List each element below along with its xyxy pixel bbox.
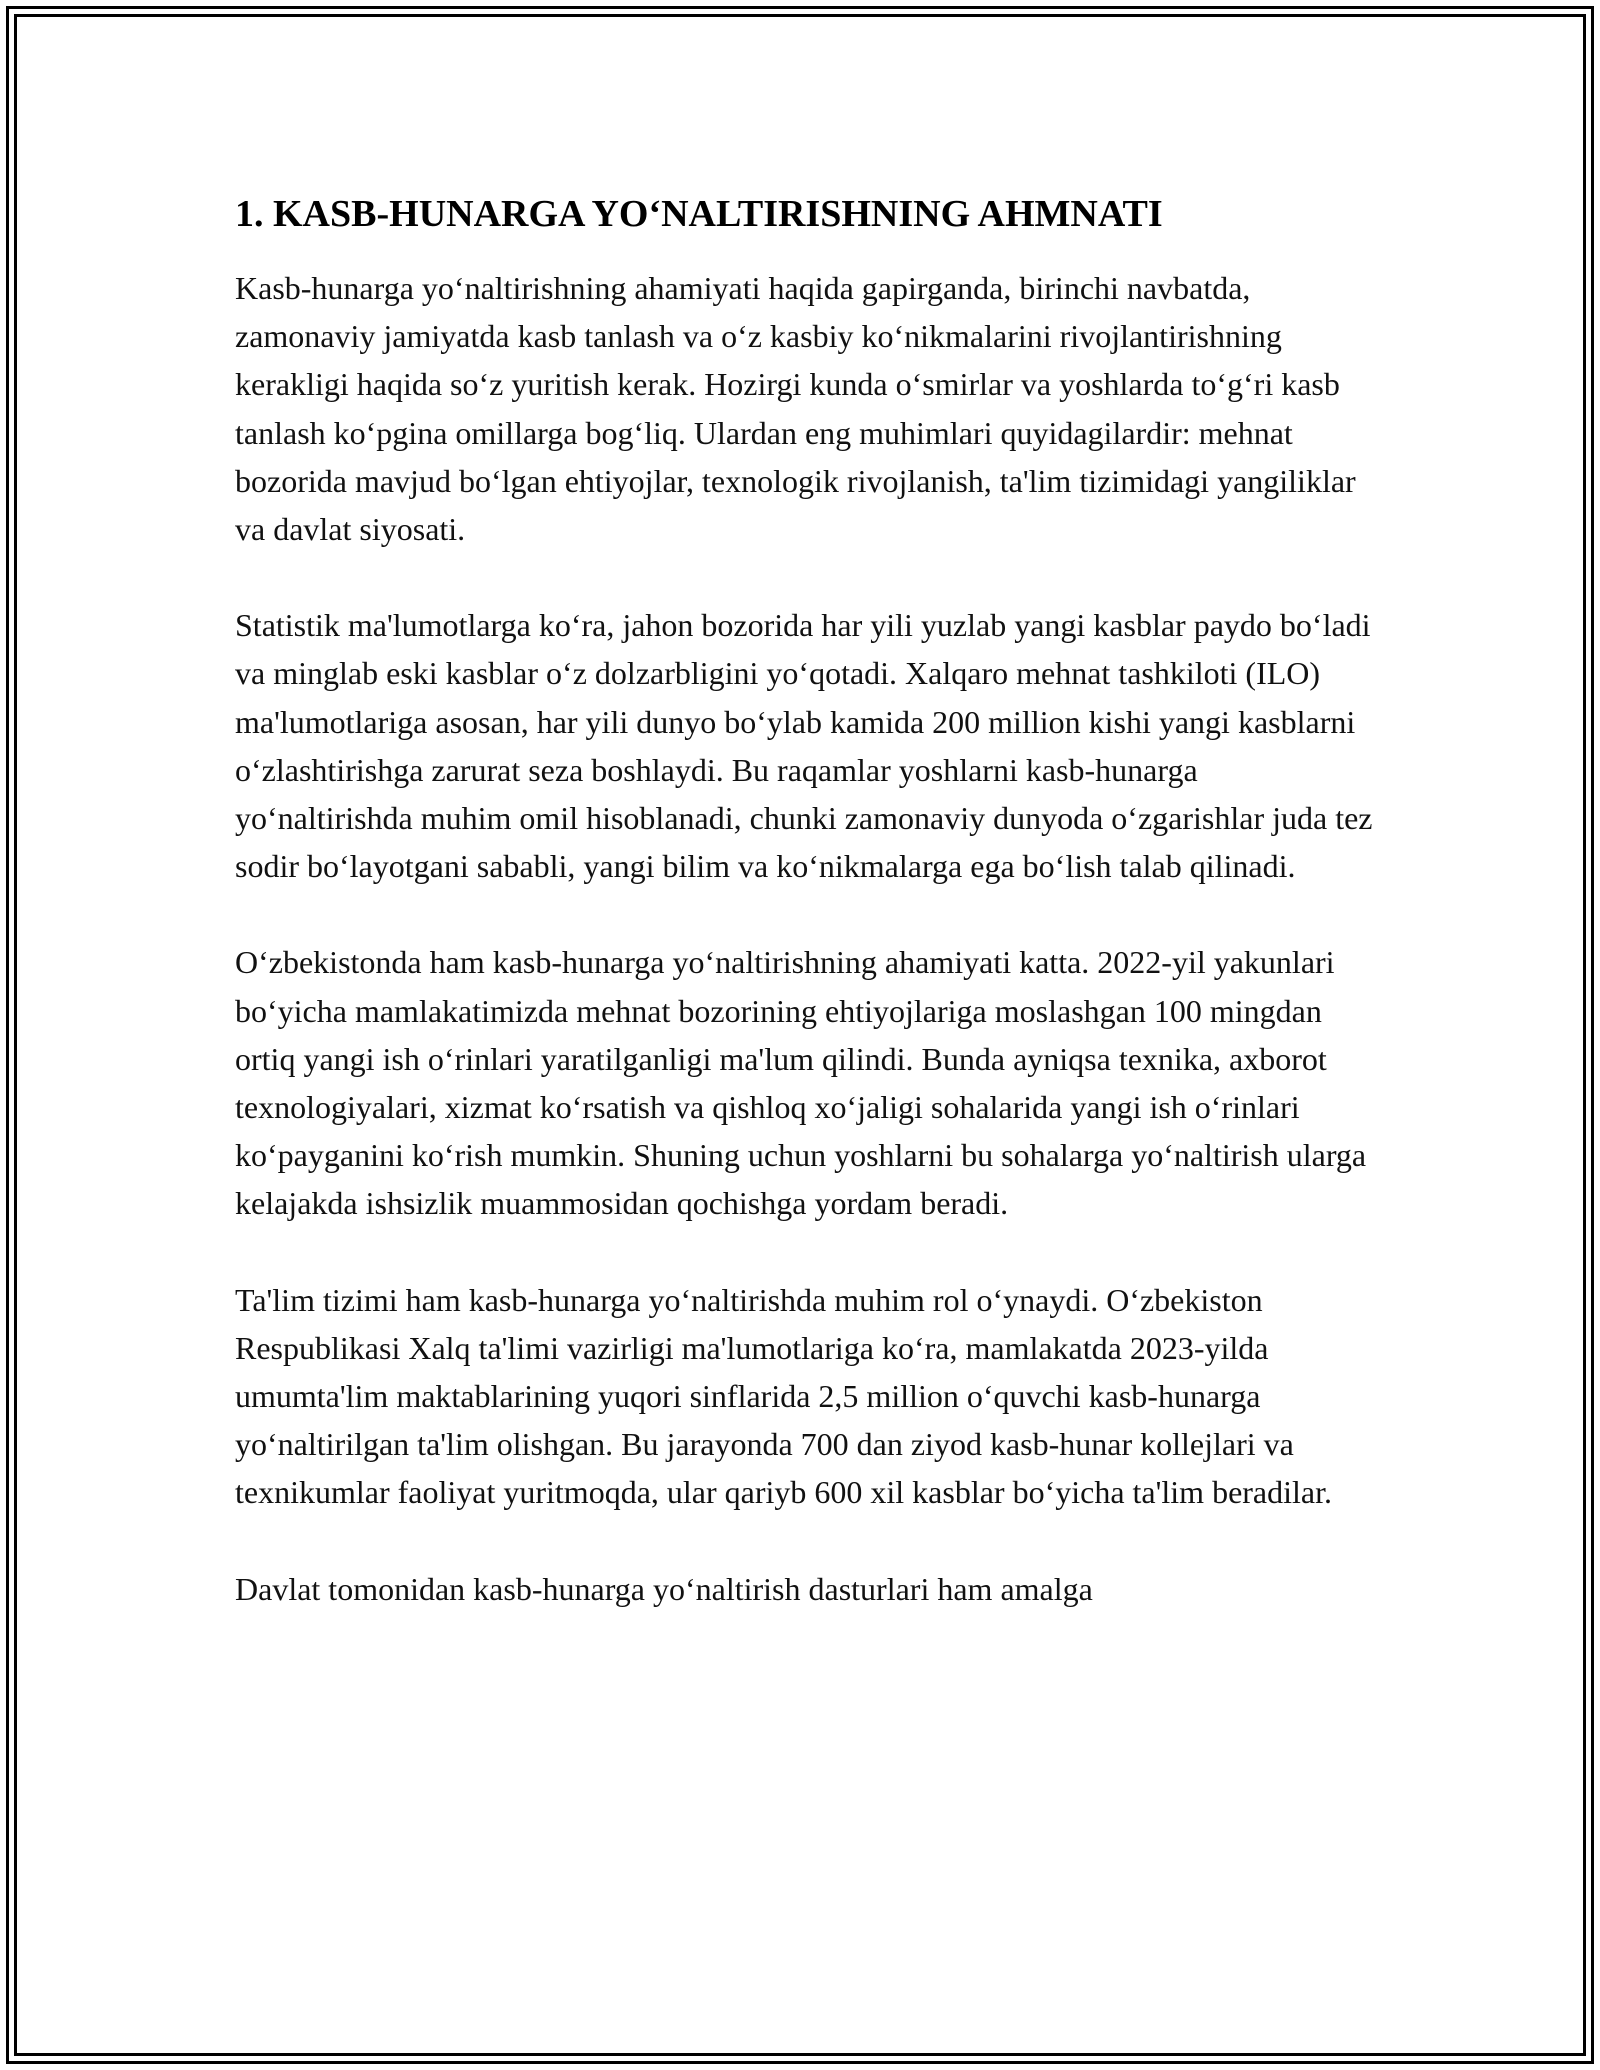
paragraph-importance-intro: Kasb-hunarga yoʻnaltirishning ahamiyati haqida gapirganda, birinchi navbatda, zamonaviy jamiyatda kasb tanlash va oʻz kasbiy koʻnikmalarini rivojlantirishning kerakligi haqida soʻz yuritish kerak. Hozirgi kunda oʻsmirlar va yoshlarda toʻgʻri kasb tanlash koʻpgina omillarga bogʻliq. Ulardan eng muhimlari quyidagilardir: mehnat bozorida mavjud boʻlgan ehtiyojlar, texnologik rivojlanish, ta'lim tizimidagi yangiliklar va davlat siyosati.	[235, 270, 1356, 548]
paragraph-global-statistics: Statistik ma'lumotlarga koʻra, jahon bozorida har yili yuzlab yangi kasblar paydo boʻladi va minglab eski kasblar oʻz dolzarbligini yoʻqotadi. Xalqaro mehnat tashkiloti (ILO) ma'lumotlariga asosan, har yili dunyo boʻylab kamida 200 million kishi yangi kasblarni oʻzlashtirishga zarurat seza boshlaydi. Bu raqamlar yoshlarni kasb-hunarga yoʻnaltirishda muhim omil hisoblanadi, chunki zamonaviy dunyoda oʻzgarishlar juda tez sodir boʻlayotgani sababli, yangi bilim va koʻnikmalarga ega boʻlish talab qilinadi.	[235, 607, 1373, 885]
paragraph-education-system: Ta'lim tizimi ham kasb-hunarga yoʻnaltirishda muhim rol oʻynaydi. Oʻzbekiston Respublikasi Xalq ta'limi vazirligi ma'lumotlariga koʻra, mamlakatda 2023-yilda umumta'lim maktablarining yuqori sinflarida 2,5 million oʻquvchi kasb-hunarga yoʻnaltirilgan ta'lim olishgan. Bu jarayonda 700 dan ziyod kasb-hunar kollejlari va texnikumlar faoliyat yuritmoqda, ular qariyb 600 xil kasblar boʻyicha ta'lim beradilar.	[235, 1281, 1332, 1511]
section-heading: 1. KASB-HUNARGA YOʻNALTIRISHNING AHMNATI	[235, 193, 1163, 235]
document-body	[235, 186, 1375, 1613]
paragraph-uzbekistan-jobs: Oʻzbekistonda ham kasb-hunarga yoʻnaltirishning ahamiyati katta. 2022-yil yakunlari boʻyicha mamlakatimizda mehnat bozorining ehtiyojlariga moslashgan 100 mingdan ortiq yangi ish oʻrinlari yaratilganligi ma'lum qilindi. Bunda ayniqsa texnika, axborot texnologiyalari, xizmat koʻrsatish va qishloq xoʻjaligi sohalarida yangi ish oʻrinlari koʻpayganini koʻrish mumkin. Shuning uchun yoshlarni bu sohalarga yoʻnaltirish ularga kelajakda ishsizlik muammosidan qochishga yordam beradi.	[235, 944, 1367, 1222]
paragraph-state-programs: Davlat tomonidan kasb-hunarga yoʻnaltirish dasturlari ham amalga	[235, 1570, 1093, 1607]
